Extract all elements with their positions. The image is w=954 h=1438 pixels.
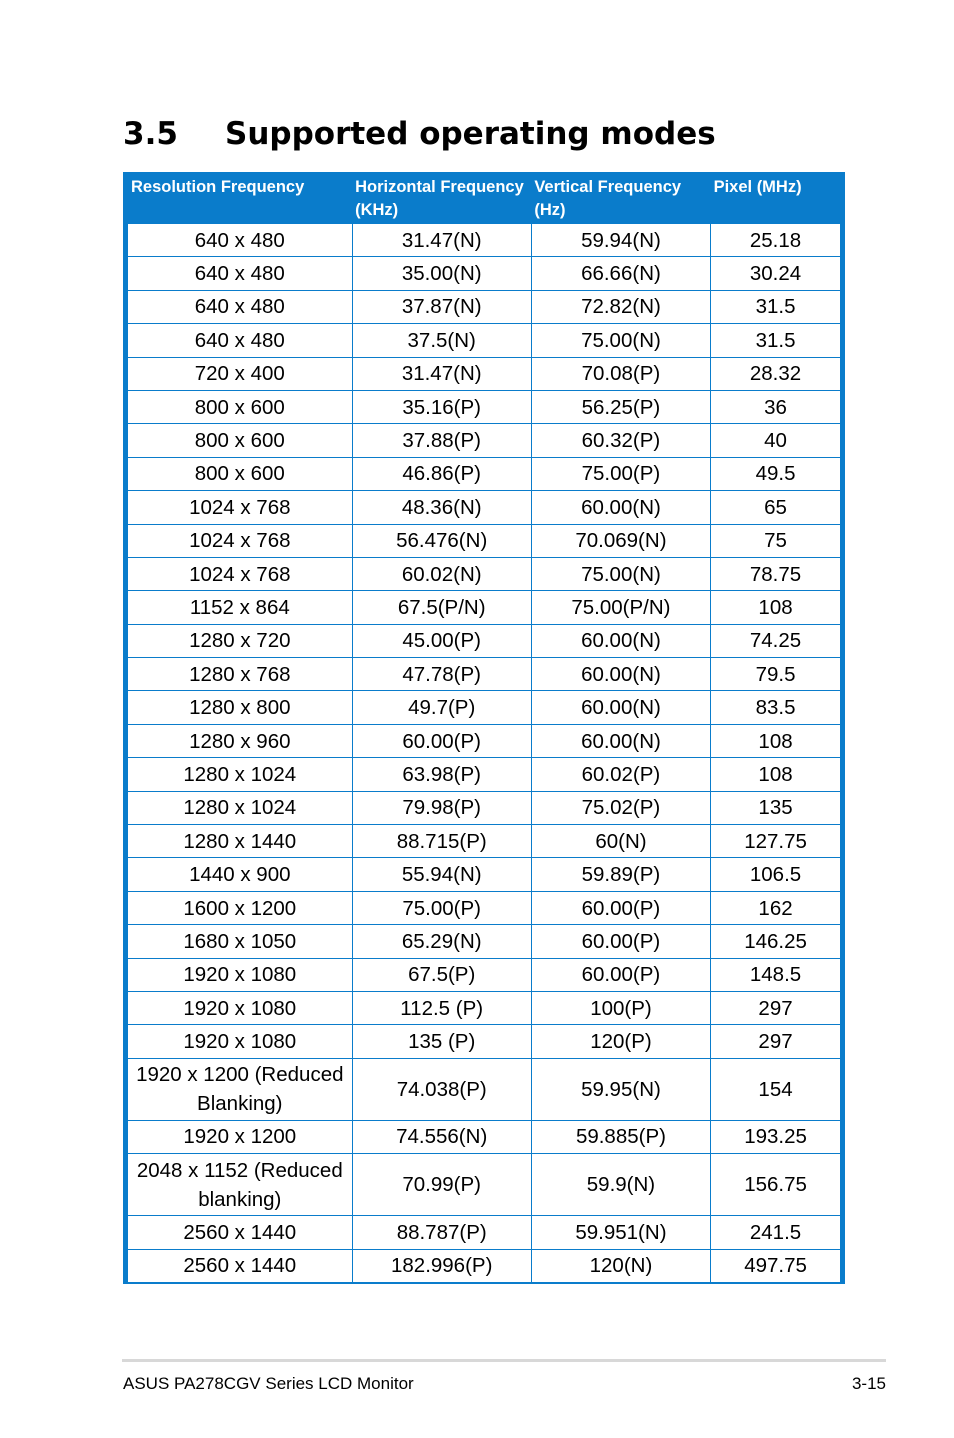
cell-vertical-frequency: 75.00(P) [531, 457, 710, 490]
table-row [126, 290, 843, 323]
cell-resolution: 2560 x 1440 [126, 1249, 353, 1283]
cell-pixel: 108 [711, 758, 843, 791]
section-title [123, 112, 716, 156]
table-row [126, 223, 843, 257]
cell-horizontal-frequency: 74.556(N) [352, 1120, 531, 1153]
cell-vertical-frequency: 59.94(N) [531, 223, 710, 257]
cell-resolution: 640 x 480 [126, 223, 353, 257]
header-horizontal-frequency: Horizontal Frequency (KHz) [352, 172, 531, 223]
cell-horizontal-frequency: 49.7(P) [352, 691, 531, 724]
footer-product-name: ASUS PA278CGV Series LCD Monitor [123, 1374, 414, 1393]
cell-horizontal-frequency: 70.99(P) [352, 1154, 531, 1216]
cell-horizontal-frequency: 74.038(P) [352, 1058, 531, 1120]
cell-pixel: 156.75 [711, 1154, 843, 1216]
cell-resolution: 1280 x 1024 [126, 791, 353, 824]
table-row [126, 658, 843, 691]
cell-vertical-frequency: 120(P) [531, 1025, 710, 1058]
table-row [126, 257, 843, 290]
table-row [126, 958, 843, 991]
cell-resolution: 1024 x 768 [126, 557, 353, 590]
cell-pixel: 497.75 [711, 1249, 843, 1283]
cell-horizontal-frequency: 37.88(P) [352, 424, 531, 457]
cell-vertical-frequency: 120(N) [531, 1249, 710, 1283]
table-row [126, 1154, 843, 1216]
cell-horizontal-frequency: 67.5(P/N) [352, 591, 531, 624]
cell-resolution: 800 x 600 [126, 424, 353, 457]
cell-pixel: 241.5 [711, 1216, 843, 1249]
table-row [126, 524, 843, 557]
cell-horizontal-frequency: 55.94(N) [352, 858, 531, 891]
table-row [126, 624, 843, 657]
cell-pixel: 108 [711, 724, 843, 757]
cell-pixel: 108 [711, 591, 843, 624]
table-row [126, 691, 843, 724]
cell-horizontal-frequency: 88.715(P) [352, 825, 531, 858]
cell-pixel: 65 [711, 491, 843, 524]
cell-horizontal-frequency: 31.47(N) [352, 223, 531, 257]
table-row [126, 457, 843, 490]
table-row [126, 491, 843, 524]
footer-page-number: 3-15 [851, 1374, 886, 1393]
cell-vertical-frequency: 70.08(P) [531, 357, 710, 390]
cell-horizontal-frequency: 63.98(P) [352, 758, 531, 791]
cell-pixel: 49.5 [711, 457, 843, 490]
cell-resolution: 1920 x 1200 [126, 1120, 353, 1153]
cell-pixel: 83.5 [711, 691, 843, 724]
table-row [126, 891, 843, 924]
cell-vertical-frequency: 60.00(N) [531, 691, 710, 724]
cell-horizontal-frequency: 35.16(P) [352, 390, 531, 423]
cell-horizontal-frequency: 112.5 (P) [352, 991, 531, 1024]
cell-resolution: 1920 x 1080 [126, 1025, 353, 1058]
cell-pixel: 146.25 [711, 925, 843, 958]
cell-pixel: 162 [711, 891, 843, 924]
cell-resolution: 640 x 480 [126, 257, 353, 290]
table-row [126, 1025, 843, 1058]
cell-horizontal-frequency: 65.29(N) [352, 925, 531, 958]
cell-resolution: 800 x 600 [126, 457, 353, 490]
cell-resolution: 640 x 480 [126, 290, 353, 323]
cell-vertical-frequency: 75.00(N) [531, 557, 710, 590]
table-row [126, 825, 843, 858]
cell-horizontal-frequency: 182.996(P) [352, 1249, 531, 1283]
cell-resolution: 1920 x 1080 [126, 958, 353, 991]
cell-horizontal-frequency: 45.00(P) [352, 624, 531, 657]
cell-resolution: 800 x 600 [126, 390, 353, 423]
cell-resolution: 1280 x 960 [126, 724, 353, 757]
cell-resolution: 1440 x 900 [126, 858, 353, 891]
table-row [126, 758, 843, 791]
cell-pixel: 75 [711, 524, 843, 557]
cell-vertical-frequency: 59.95(N) [531, 1058, 710, 1120]
cell-resolution: 1920 x 1080 [126, 991, 353, 1024]
cell-vertical-frequency: 59.9(N) [531, 1154, 710, 1216]
cell-horizontal-frequency: 75.00(P) [352, 891, 531, 924]
cell-vertical-frequency: 60(N) [531, 825, 710, 858]
cell-horizontal-frequency: 67.5(P) [352, 958, 531, 991]
table-body [126, 223, 843, 1283]
header-pixel: Pixel (MHz) [711, 172, 843, 223]
cell-vertical-frequency: 59.951(N) [531, 1216, 710, 1249]
cell-pixel: 154 [711, 1058, 843, 1120]
cell-vertical-frequency: 59.885(P) [531, 1120, 710, 1153]
cell-resolution: 1280 x 720 [126, 624, 353, 657]
cell-vertical-frequency: 60.00(P) [531, 891, 710, 924]
cell-vertical-frequency: 100(P) [531, 991, 710, 1024]
cell-vertical-frequency: 66.66(N) [531, 257, 710, 290]
cell-vertical-frequency: 60.00(N) [531, 624, 710, 657]
cell-horizontal-frequency: 60.00(P) [352, 724, 531, 757]
cell-pixel: 79.5 [711, 658, 843, 691]
cell-resolution: 1920 x 1200 (Reduced Blanking) [126, 1058, 353, 1120]
cell-pixel: 25.18 [711, 223, 843, 257]
cell-pixel: 297 [711, 1025, 843, 1058]
cell-pixel: 31.5 [711, 324, 843, 357]
cell-horizontal-frequency: 56.476(N) [352, 524, 531, 557]
cell-resolution: 1024 x 768 [126, 524, 353, 557]
cell-pixel: 78.75 [711, 557, 843, 590]
cell-pixel: 148.5 [711, 958, 843, 991]
cell-vertical-frequency: 70.069(N) [531, 524, 710, 557]
cell-vertical-frequency: 59.89(P) [531, 858, 710, 891]
cell-resolution: 2560 x 1440 [126, 1216, 353, 1249]
cell-vertical-frequency: 60.00(P) [531, 925, 710, 958]
cell-resolution: 1280 x 800 [126, 691, 353, 724]
table-row [126, 424, 843, 457]
cell-vertical-frequency: 60.00(P) [531, 958, 710, 991]
cell-vertical-frequency: 60.02(P) [531, 758, 710, 791]
cell-pixel: 31.5 [711, 290, 843, 323]
cell-vertical-frequency: 60.32(P) [531, 424, 710, 457]
cell-horizontal-frequency: 88.787(P) [352, 1216, 531, 1249]
cell-pixel: 127.75 [711, 825, 843, 858]
table-row [126, 324, 843, 357]
cell-pixel: 40 [711, 424, 843, 457]
operating-modes-table [123, 172, 845, 1284]
cell-vertical-frequency: 75.00(N) [531, 324, 710, 357]
cell-horizontal-frequency: 37.5(N) [352, 324, 531, 357]
cell-resolution: 1024 x 768 [126, 491, 353, 524]
cell-horizontal-frequency: 46.86(P) [352, 457, 531, 490]
section-title-text: Supported operating modes [225, 116, 716, 152]
table-row [126, 591, 843, 624]
cell-resolution: 640 x 480 [126, 324, 353, 357]
cell-vertical-frequency: 75.02(P) [531, 791, 710, 824]
cell-horizontal-frequency: 37.87(N) [352, 290, 531, 323]
footer-rule [122, 1359, 886, 1362]
cell-vertical-frequency: 56.25(P) [531, 390, 710, 423]
cell-vertical-frequency: 60.00(N) [531, 658, 710, 691]
cell-resolution: 1280 x 1024 [126, 758, 353, 791]
cell-pixel: 30.24 [711, 257, 843, 290]
cell-resolution: 1680 x 1050 [126, 925, 353, 958]
table-row [126, 925, 843, 958]
cell-horizontal-frequency: 35.00(N) [352, 257, 531, 290]
cell-pixel: 28.32 [711, 357, 843, 390]
cell-resolution: 720 x 400 [126, 357, 353, 390]
cell-vertical-frequency: 60.00(N) [531, 724, 710, 757]
cell-vertical-frequency: 75.00(P/N) [531, 591, 710, 624]
table-row [126, 357, 843, 390]
cell-pixel: 74.25 [711, 624, 843, 657]
cell-resolution: 1600 x 1200 [126, 891, 353, 924]
table-row [126, 858, 843, 891]
cell-horizontal-frequency: 79.98(P) [352, 791, 531, 824]
table-header-row [126, 172, 843, 223]
cell-horizontal-frequency: 48.36(N) [352, 491, 531, 524]
cell-resolution: 1152 x 864 [126, 591, 353, 624]
table-row [126, 1249, 843, 1283]
cell-pixel: 36 [711, 390, 843, 423]
table-row [126, 390, 843, 423]
cell-pixel: 297 [711, 991, 843, 1024]
table-row [126, 557, 843, 590]
cell-pixel: 193.25 [711, 1120, 843, 1153]
table-row [126, 1120, 843, 1153]
table-row [126, 991, 843, 1024]
cell-horizontal-frequency: 135 (P) [352, 1025, 531, 1058]
table-row [126, 724, 843, 757]
table-row [126, 1216, 843, 1249]
cell-pixel: 135 [711, 791, 843, 824]
table-row [126, 1058, 843, 1120]
cell-resolution: 2048 x 1152 (Reduced blanking) [126, 1154, 353, 1216]
cell-horizontal-frequency: 31.47(N) [352, 357, 531, 390]
cell-vertical-frequency: 72.82(N) [531, 290, 710, 323]
cell-horizontal-frequency: 60.02(N) [352, 557, 531, 590]
header-resolution: Resolution Frequency [126, 172, 353, 223]
cell-pixel: 106.5 [711, 858, 843, 891]
table-row [126, 791, 843, 824]
header-vertical-frequency: Vertical Frequency (Hz) [531, 172, 710, 223]
section-number: 3.5 [123, 116, 178, 152]
cell-vertical-frequency: 60.00(N) [531, 491, 710, 524]
cell-resolution: 1280 x 768 [126, 658, 353, 691]
cell-horizontal-frequency: 47.78(P) [352, 658, 531, 691]
cell-resolution: 1280 x 1440 [126, 825, 353, 858]
